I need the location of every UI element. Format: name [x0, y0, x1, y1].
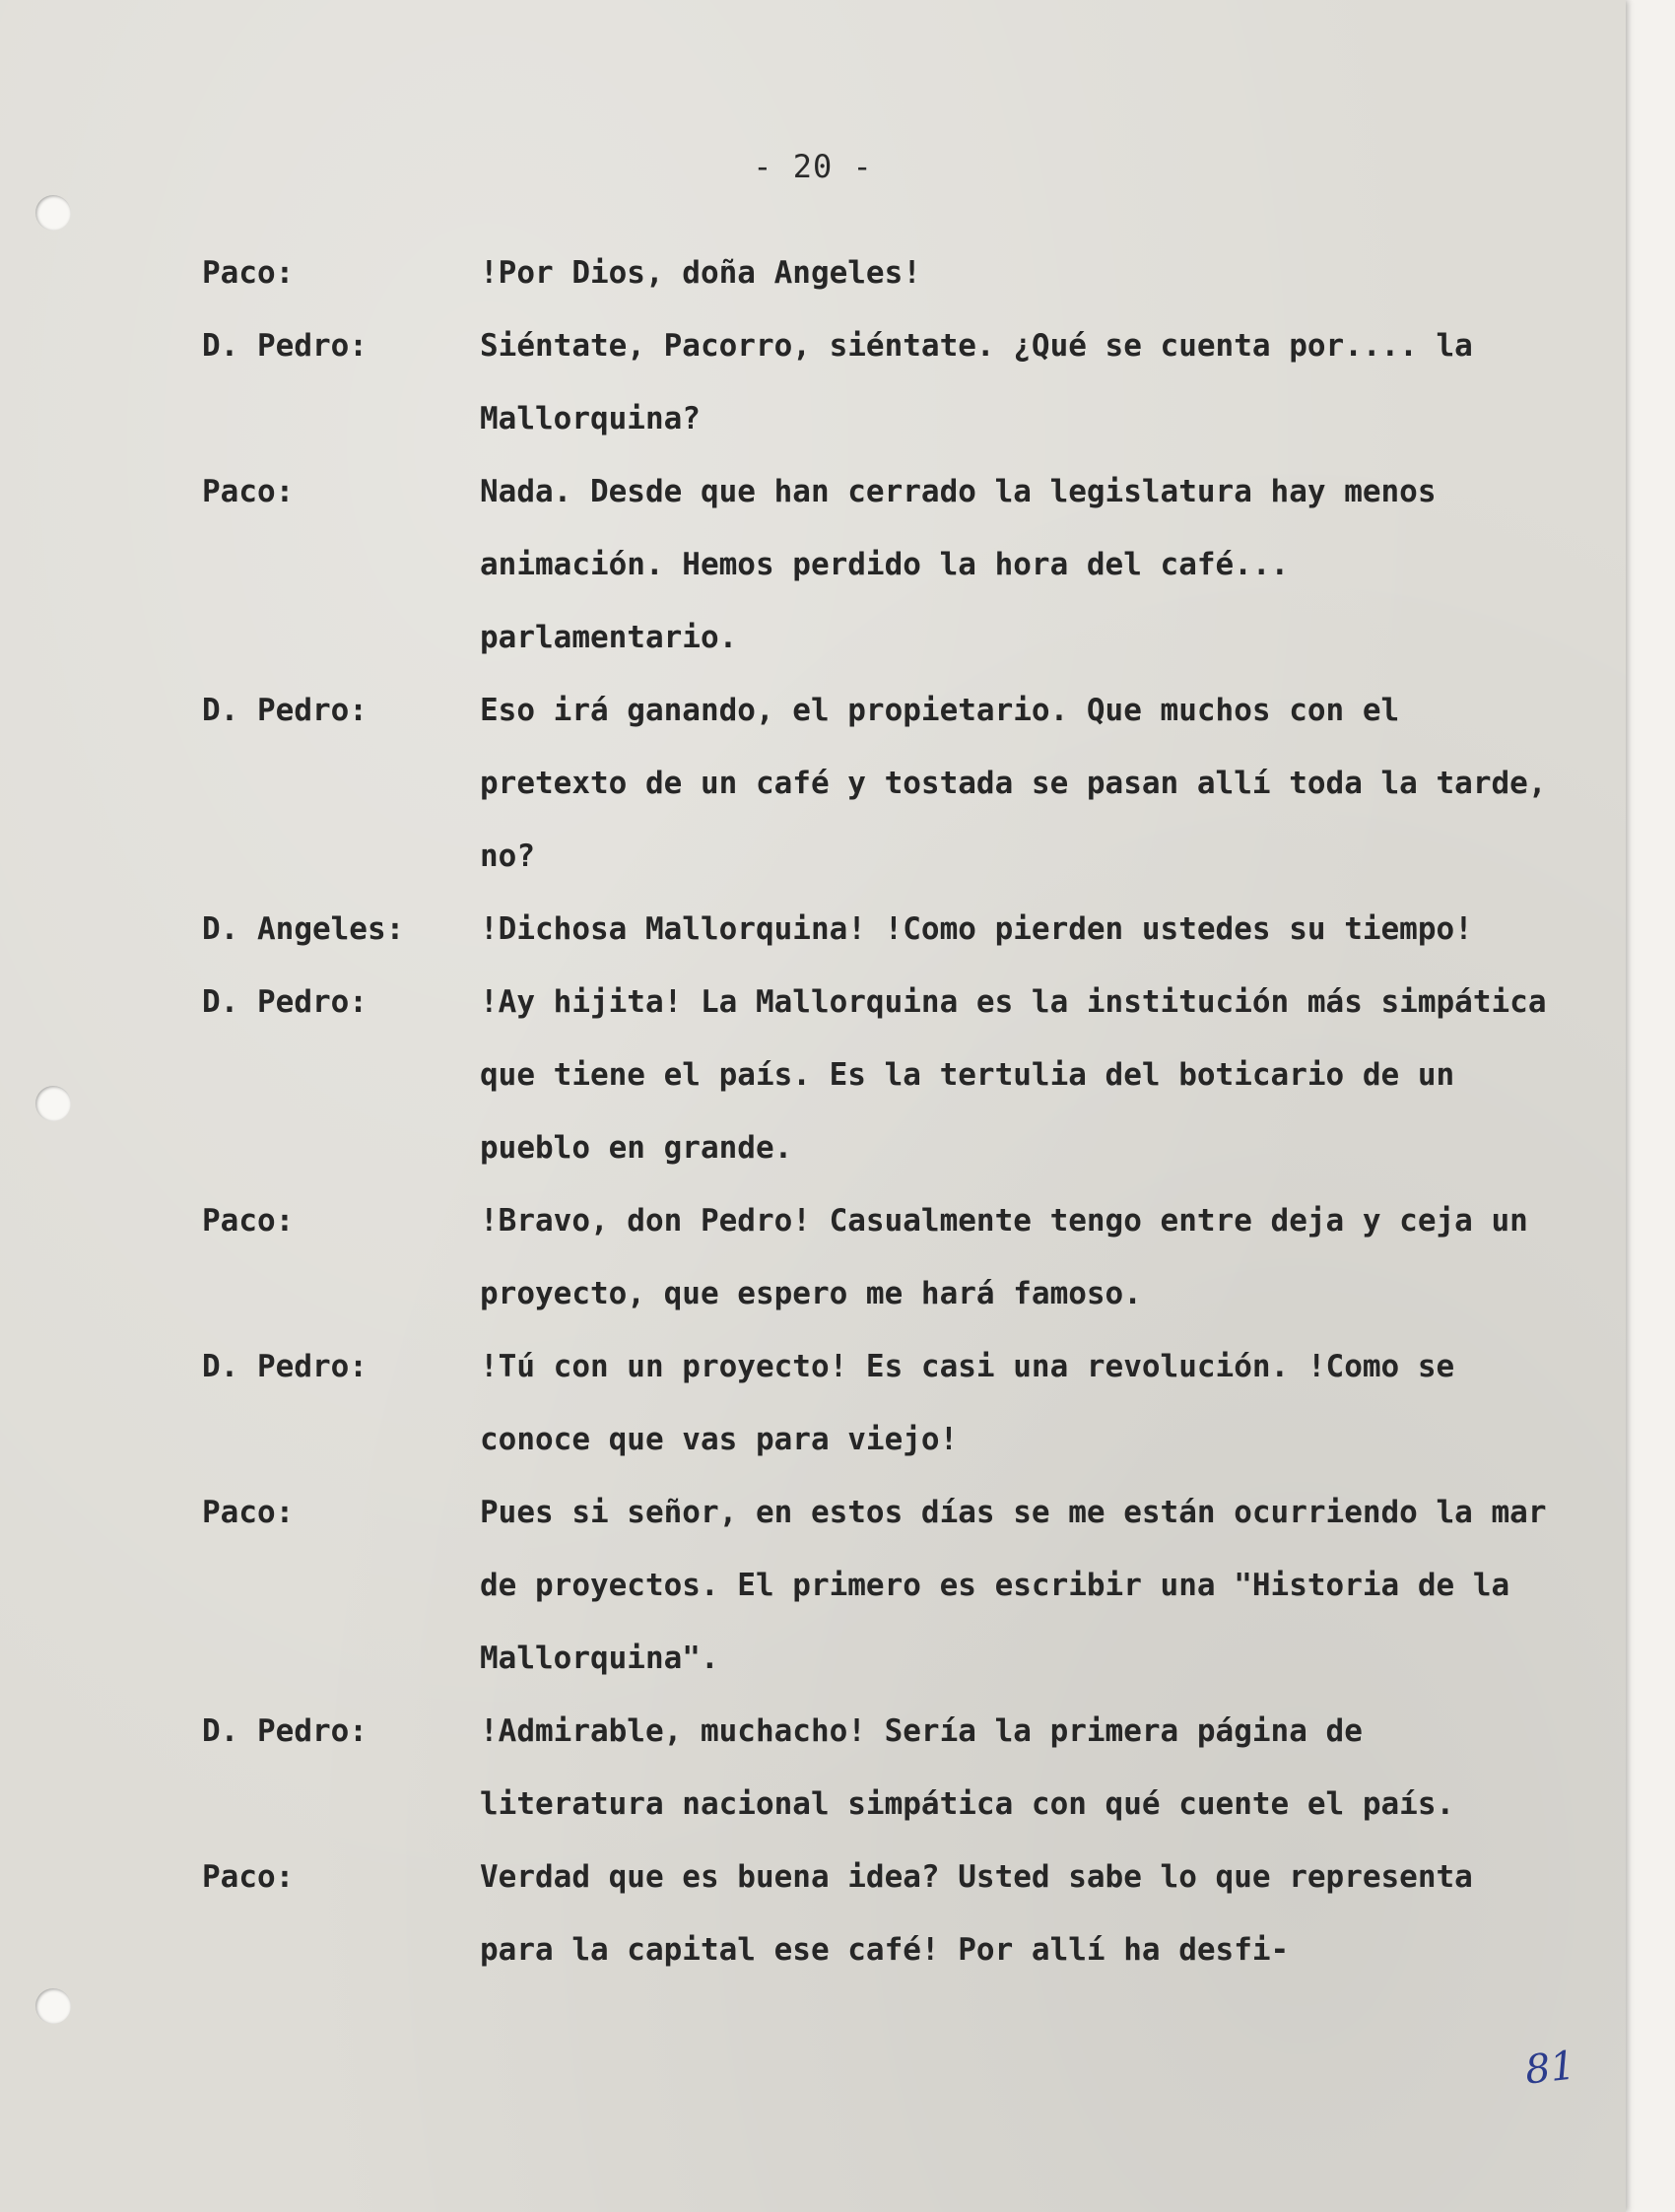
dialogue-line: !Tú con un proyecto! Es casi una revolución. !Como se conoce que vas para viejo! — [480, 1349, 1473, 1457]
binder-hole — [35, 1988, 71, 2024]
dialogue-line: Siéntate, Pacorro, siéntate. ¿Qué se cuenta por.... la Mallorquina? — [480, 328, 1492, 436]
dialogue-entry — [202, 455, 1562, 674]
dialogue-entry — [202, 309, 1562, 455]
dialogue-line: Eso irá ganando, el propietario. Que muchos con el pretexto de un café y tostada se pasan allí toda la tarde, no? — [480, 693, 1566, 874]
dialogue-line: !Por Dios, doña Angeles! — [480, 255, 921, 291]
dialogue-entry — [202, 1184, 1562, 1330]
binder-hole — [35, 195, 71, 231]
dialogue-line: Verdad que es buena idea? Usted sabe lo que representa para la capital ese café! Por allí ha desfi- — [480, 1859, 1492, 1968]
speaker-name: D. Pedro: — [202, 328, 368, 364]
dialogue-line: !Bravo, don Pedro! Casualmente tengo entre deja y ceja un proyecto, que espero me hará famoso. — [480, 1203, 1547, 1311]
dialogue-line: !Dichosa Mallorquina! !Como pierden ustedes su tiempo! — [480, 911, 1473, 947]
dialogue-entry — [202, 1476, 1566, 1695]
dialogue-entry — [202, 966, 1566, 1184]
speaker-name: D. Pedro: — [202, 984, 368, 1020]
speaker-name: Paco: — [202, 1495, 295, 1530]
speaker-name: D. Pedro: — [202, 1713, 368, 1749]
dialogue-line: !Admirable, muchacho! Sería la primera página de literatura nacional simpática con qué cuente el país. — [480, 1713, 1455, 1822]
speaker-name: D. Angeles: — [202, 911, 405, 947]
speaker-name: D. Pedro: — [202, 1349, 368, 1384]
binder-hole — [35, 1086, 71, 1121]
speaker-name: D. Pedro: — [202, 693, 368, 728]
speaker-name: Paco: — [202, 474, 295, 509]
dialogue-entry — [202, 236, 1562, 309]
dialogue-entry — [202, 1695, 1562, 1841]
dialogue-entry — [202, 674, 1566, 893]
dialogue-body — [202, 236, 1566, 1986]
dialogue-line: Nada. Desde que han cerrado la legislatura hay menos animación. Hemos perdido la hora del café... parlamentario. — [480, 474, 1455, 655]
page-number: - 20 - — [753, 148, 873, 185]
dialogue-entry — [202, 1841, 1562, 1986]
speaker-name: Paco: — [202, 1859, 295, 1895]
dialogue-line: Pues si señor, en estos días se me están ocurriendo la mar de proyectos. El primero es escribir una "Historia de la Mallorquina". — [480, 1495, 1566, 1676]
dialogue-entry — [202, 893, 1562, 966]
speaker-name: Paco: — [202, 255, 295, 291]
handwritten-folio-number: 81 — [1522, 2043, 1578, 2094]
speaker-name: Paco: — [202, 1203, 295, 1239]
dialogue-entry — [202, 1330, 1562, 1476]
dialogue-line: !Ay hijita! La Mallorquina es la institución más simpática que tiene el país. Es la tertulia del boticario de un pueblo en grande. — [480, 984, 1566, 1166]
